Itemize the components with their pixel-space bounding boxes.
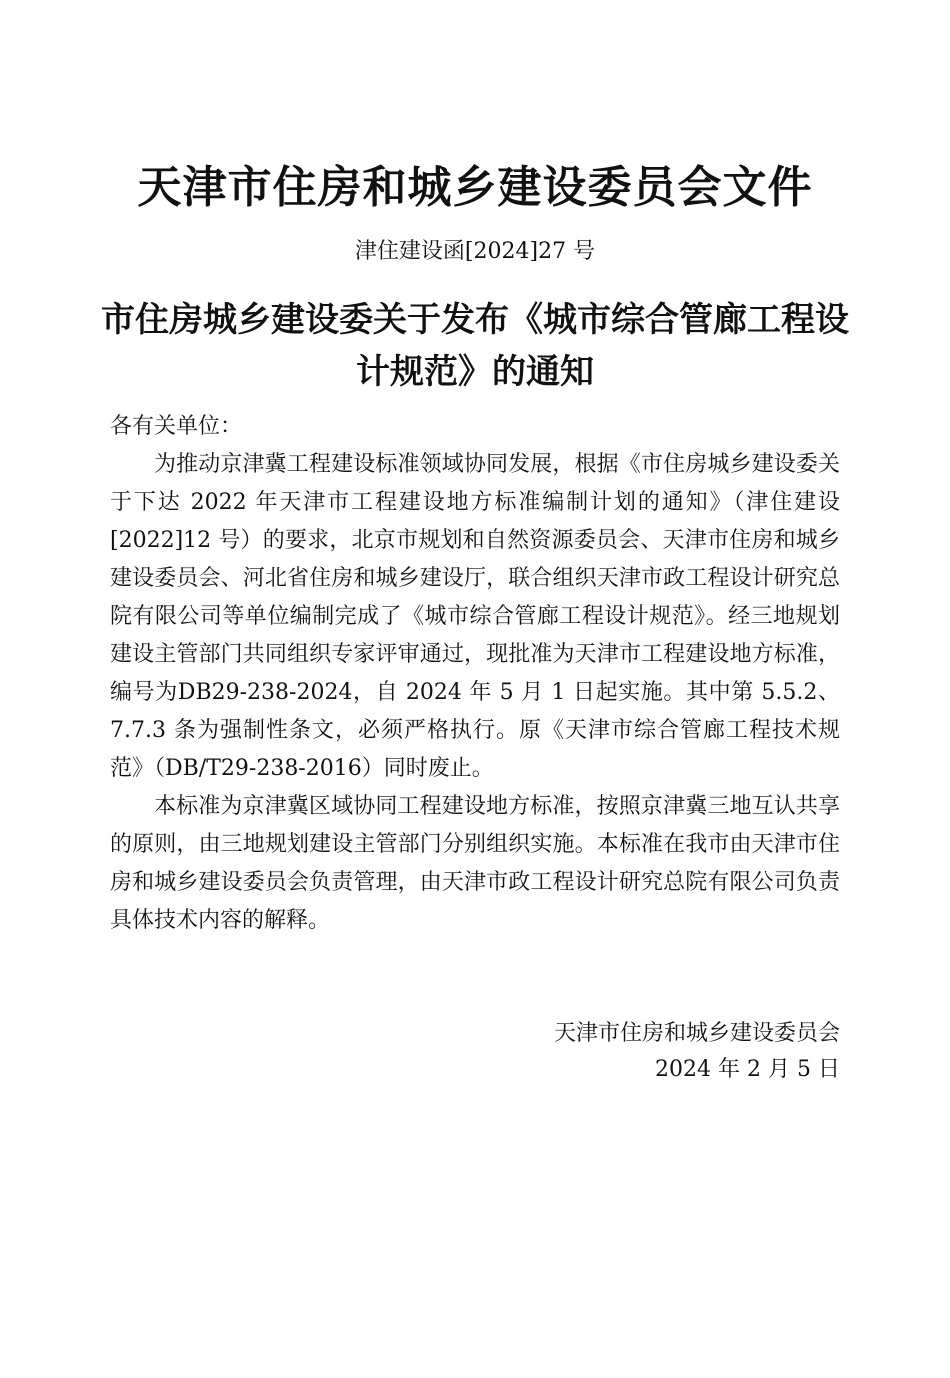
body-paragraph-2: 本标准为京津冀区域协同工程建设地方标准，按照京津冀三地互认共享的原则，由三地规划建设主管部门分别组织实施。本标准在我市由天津市住房和城乡建设委员会负责管理，由天津市政工程设计研究总院有限公司负责具体技术内容的解释。 xyxy=(110,794,840,933)
salutation: 各有关单位： xyxy=(110,414,243,439)
document-number: 津住建设函[2024]27 号 xyxy=(354,239,596,264)
signature-date: 2024 年 2 月 5 日 xyxy=(655,1057,840,1082)
notice-title-line-1: 市住房城乡建设委关于发布《城市综合管廊工程设 xyxy=(101,300,849,340)
issuer-heading: 天津市住房和城乡建设委员会文件 xyxy=(137,162,813,213)
signature-block xyxy=(240,1016,840,1088)
body-paragraph-1: 为推动京津冀工程建设标准领域协同发展，根据《市住房城乡建设委关于下达 2022 年天津市工程建设地方标准编制计划的通知》（津住建设[2022]12 号）的要求，北京市规划和自然资源委员会、天津市住房和城乡建设委员会、河北省住房和城乡建设厅，联合组织天津市政工程设计研究总院有限公司等单位编制完成了《城市综合管廊工程设计规范》。经三地规划建设主管部门共同组织专家评审通过，现批准为天津市工程建设地方标准，编号为DB29-238-2024，自 2024 年 5 月 1 日起实施。其中第 5.5.2、7.7.3 条为强制性条文，必须严格执行。原《天津市综合管廊工程技术规范》（DB/T29-238-2016）同时废止。 xyxy=(110,452,840,781)
signature-organization: 天津市住房和城乡建设委员会 xyxy=(553,1021,840,1046)
notice-body xyxy=(110,408,840,940)
notice-title xyxy=(100,294,850,398)
notice-title-line-2: 计规范》的通知 xyxy=(356,352,594,392)
